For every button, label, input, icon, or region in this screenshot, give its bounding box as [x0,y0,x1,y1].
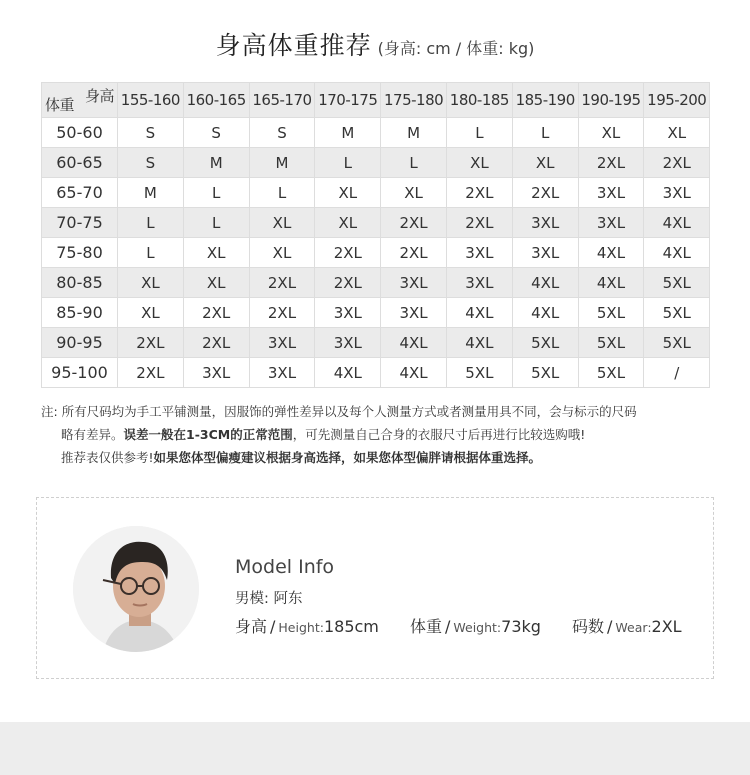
size-cell: 2XL [512,178,578,208]
size-cell: 2XL [644,148,710,178]
size-cell: S [249,118,315,148]
corner-height-label: 身高 [84,87,114,105]
size-cell: 5XL [512,328,578,358]
size-cell: XL [249,238,315,268]
size-cell: S [118,118,184,148]
size-cell: 3XL [183,358,249,388]
size-cell: 5XL [578,358,644,388]
column-header: 190-195 [578,83,644,118]
separator: / [607,617,613,636]
row-weight-label: 60-65 [42,148,118,178]
size-notes [41,400,721,469]
size-cell: 4XL [512,298,578,328]
size-cell: XL [183,268,249,298]
column-header: 175-180 [381,83,447,118]
column-header: 180-185 [446,83,512,118]
column-header: 165-170 [249,83,315,118]
corner-cell [42,83,118,118]
model-info-card [36,497,714,679]
wear-en-label: Wear: [615,620,652,635]
size-cell: 3XL [249,328,315,358]
row-weight-label: 95-100 [42,358,118,388]
size-cell: XL [315,178,381,208]
size-cell: 3XL [315,298,381,328]
size-cell: 2XL [446,208,512,238]
column-header: 170-175 [315,83,381,118]
size-cell: 3XL [381,298,447,328]
table-row [42,268,710,298]
size-cell: M [315,118,381,148]
size-cell: 4XL [381,358,447,388]
size-cell: XL [118,268,184,298]
size-cell: L [381,148,447,178]
size-cell: 3XL [644,178,710,208]
height-value: 185cm [323,617,379,636]
size-cell: XL [381,178,447,208]
size-cell: 4XL [644,208,710,238]
size-cell: 4XL [315,358,381,388]
corner-weight-label: 体重 [45,96,75,114]
size-cell: 3XL [446,238,512,268]
size-cell: L [183,178,249,208]
note-line-2 [41,423,721,446]
title-main: 身高体重推荐 [215,31,372,60]
column-header: 160-165 [183,83,249,118]
row-weight-label: 75-80 [42,238,118,268]
note-text: ，可先测量自己合身的衣服尺寸后再进行比较选购哦! [292,427,586,442]
size-cell: XL [315,208,381,238]
size-cell: L [118,238,184,268]
size-cell: 2XL [183,328,249,358]
size-cell: 4XL [578,238,644,268]
separator: / [270,617,276,636]
size-cell: 2XL [249,298,315,328]
size-cell: M [381,118,447,148]
model-wear [572,614,682,637]
height-en-label: Height: [278,620,324,635]
row-weight-label: 70-75 [42,208,118,238]
size-cell: 3XL [578,178,644,208]
size-cell: L [446,118,512,148]
size-cell: 2XL [381,208,447,238]
wear-value: 2XL [651,617,682,636]
footer-band [0,722,750,775]
table-row [42,118,710,148]
column-header: 195-200 [644,83,710,118]
model-weight [410,614,541,637]
size-cell: XL [512,148,578,178]
size-cell: 3XL [512,238,578,268]
size-cell: XL [578,118,644,148]
weight-value: 73kg [501,617,541,636]
size-cell: M [249,148,315,178]
size-cell: 4XL [512,268,578,298]
model-info-title: Model Info [235,556,335,578]
header-row [42,83,710,118]
size-cell: 3XL [249,358,315,388]
size-cell: L [118,208,184,238]
size-chart-table [41,82,710,388]
size-cell: 2XL [381,238,447,268]
note-text: 推荐表仅供参考! [61,450,154,465]
size-cell: 5XL [578,328,644,358]
table-row [42,328,710,358]
model-name: 男模: 阿东 [235,591,303,607]
size-cell: 2XL [118,328,184,358]
model-portrait-icon [73,526,199,652]
size-cell: L [512,118,578,148]
size-cell: 2XL [446,178,512,208]
size-cell: 2XL [118,358,184,388]
size-cell: 5XL [644,328,710,358]
model-avatar [73,526,199,652]
size-cell: 2XL [578,148,644,178]
weight-label: 体重 [409,617,442,636]
size-cell: 2XL [183,298,249,328]
size-cell: XL [183,238,249,268]
size-cell: 2XL [315,268,381,298]
table-row [42,148,710,178]
size-cell: 5XL [644,298,710,328]
note-emphasis: 如果您体型偏瘦建议根据身高选择，如果您体型偏胖请根据体重选择。 [153,450,542,465]
size-cell: S [183,118,249,148]
row-weight-label: 50-60 [42,118,118,148]
size-cell: 3XL [381,268,447,298]
size-cell: XL [249,208,315,238]
size-cell: XL [118,298,184,328]
height-label: 身高 [235,617,268,636]
column-header: 185-190 [512,83,578,118]
size-cell: 3XL [446,268,512,298]
wear-label: 码数 [572,617,605,636]
separator: / [444,617,451,636]
table-row [42,358,710,388]
size-cell: L [183,208,249,238]
size-cell: 4XL [446,298,512,328]
size-cell: L [249,178,315,208]
weight-en-label: Weight: [453,620,502,635]
row-weight-label: 80-85 [42,268,118,298]
size-cell: XL [446,148,512,178]
size-cell: 4XL [644,238,710,268]
size-cell: 4XL [446,328,512,358]
note-line-1: 注: 所有尺码均为手工平铺测量，因服饰的弹性差异以及每个人测量方式或者测量用具不同，会与标示的尺码 [41,404,637,419]
size-cell: 5XL [512,358,578,388]
row-weight-label: 90-95 [42,328,118,358]
size-cell: 3XL [315,328,381,358]
size-cell: 3XL [512,208,578,238]
model-height [235,614,379,637]
size-cell: 5XL [644,268,710,298]
size-cell: 2XL [315,238,381,268]
title-units: (身高: cm / 体重: kg) [377,39,535,58]
size-cell: 5XL [446,358,512,388]
size-cell: 4XL [578,268,644,298]
size-cell: 2XL [249,268,315,298]
size-cell: M [183,148,249,178]
size-cell: / [644,358,710,388]
table-row [42,208,710,238]
size-cell: XL [644,118,710,148]
row-weight-label: 65-70 [42,178,118,208]
row-weight-label: 85-90 [42,298,118,328]
table-row [42,178,710,208]
note-line-3 [41,446,721,469]
note-text: 略有差异。 [61,427,124,442]
page-title [0,26,750,62]
column-header: 155-160 [118,83,184,118]
size-cell: S [118,148,184,178]
table-row [42,298,710,328]
note-emphasis: 误差一般在1-3CM的正常范围 [123,427,293,442]
size-cell: L [315,148,381,178]
size-cell: M [118,178,184,208]
model-stats [235,614,708,637]
size-cell: 5XL [578,298,644,328]
size-cell: 4XL [381,328,447,358]
size-cell: 3XL [578,208,644,238]
table-row [42,238,710,268]
